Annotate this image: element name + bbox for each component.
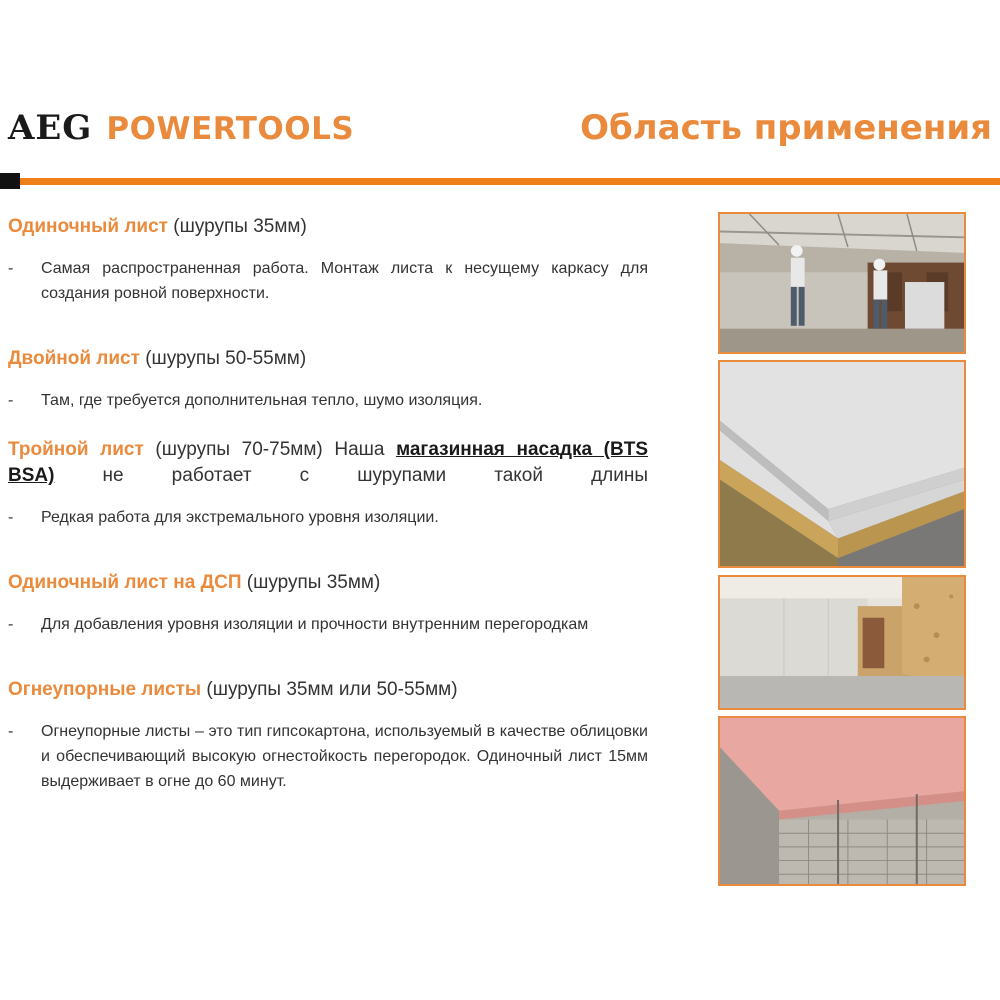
page-title: Область применения	[580, 108, 992, 148]
heading-accent: Одиночный лист	[8, 216, 168, 237]
heading-rest: (шурупы 50-55мм)	[139, 348, 307, 369]
photo-fire-resistant-boards	[718, 716, 966, 886]
section-single-sheet-chipboard	[8, 570, 648, 637]
list-item	[8, 505, 648, 530]
brand-aeg: AEG	[8, 108, 93, 148]
list-item	[8, 256, 648, 306]
bullet-text: Огнеупорные листы – это тип гипсокартона, используемый в качестве облицовки и обеспечивающий высокую огнестойкость перегородок. Одиночный лист 15мм выдерживает в огне до 60 минут.	[41, 723, 648, 790]
section-triple-sheet	[8, 437, 648, 530]
heading-accent: Двойной лист	[8, 348, 140, 369]
bullet-text: Самая распространенная работа. Монтаж листа к несущему каркасу для создания ровной поверхности.	[41, 260, 648, 302]
section-single-sheet	[8, 214, 648, 306]
heading-rest: (шурупы 35мм)	[167, 216, 307, 237]
section-heading	[8, 570, 648, 596]
section-heading	[8, 437, 648, 489]
section-heading	[8, 677, 648, 703]
brand-powertools: POWERTOOLS	[106, 111, 355, 147]
list-item	[8, 612, 648, 637]
section-double-sheet	[8, 346, 648, 413]
heading-accent: Тройной лист	[8, 439, 144, 460]
bullet-text: Для добавления уровня изоляции и прочности внутренним перегородкам	[41, 616, 589, 633]
bullet-text: Там, где требуется дополнительная тепло, шумо изоляция.	[41, 392, 483, 409]
bullet-marker: -	[8, 392, 14, 409]
heading-rest: (шурупы 35мм)	[241, 572, 381, 593]
section-heading	[8, 214, 648, 240]
heading-accent: Одиночный лист на ДСП	[8, 572, 242, 593]
heading-accent: Огнеупорные листы	[8, 679, 202, 700]
bullet-marker: -	[8, 616, 14, 633]
heading-rest: (шурупы 70-75мм) Наша	[143, 439, 397, 460]
photo-osb-room	[718, 575, 966, 710]
divider-orange-line	[20, 178, 1000, 185]
heading-rest: (шурупы 35мм или 50-55мм)	[201, 679, 458, 700]
content-column	[8, 214, 648, 794]
divider-black-block	[0, 173, 20, 189]
section-fire-resistant	[8, 677, 648, 794]
bullet-marker: -	[8, 723, 14, 740]
bullet-text: Редкая работа для экстремального уровня изоляции.	[41, 509, 439, 526]
bullet-marker: -	[8, 509, 14, 526]
magazine-attachment-link: магазинная насадка (BTS BSA)	[8, 439, 648, 486]
heading-tail: не работает с шурупами такой длины	[54, 465, 648, 486]
bullet-marker: -	[8, 260, 14, 277]
header-divider	[0, 173, 1000, 189]
list-item	[8, 388, 648, 413]
brand-logo	[8, 108, 354, 148]
photo-ceiling-installation	[718, 212, 966, 354]
list-item	[8, 719, 648, 794]
photo-gypsum-boards	[718, 360, 966, 568]
section-heading	[8, 346, 648, 372]
